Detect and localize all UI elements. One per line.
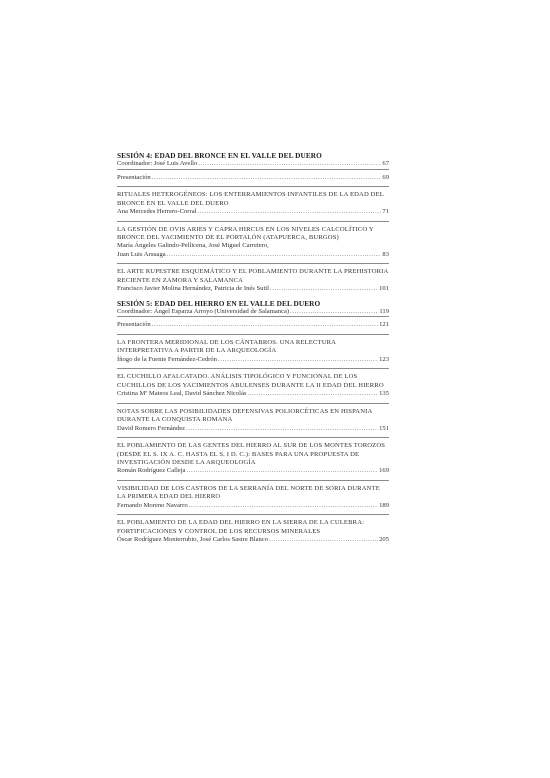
- leader-dots: [186, 425, 378, 434]
- leader-dots: [269, 536, 378, 545]
- toc-entry: [117, 226, 389, 260]
- entry-author-line-text: David Romero Fernández: [117, 424, 186, 432]
- entry-title: EL POBLAMIENTO DE LA EDAD DEL HIERRO EN LA SIERRA DE LA CULEBRA: FORTIFICACIONES Y CONTROL DE LOS RECURSOS MINERALES: [117, 519, 365, 535]
- presentation-line: [117, 174, 389, 183]
- toc-entry: [117, 408, 389, 433]
- toc-entry: [117, 339, 389, 364]
- presentation-line-text: Presentación: [117, 321, 151, 329]
- presentation-line-text: Presentación: [117, 173, 151, 181]
- leader-dots: [247, 390, 378, 399]
- entry-authors: María Ángeles Galindo-Pellicena, José Miguel Carretero,: [117, 242, 269, 250]
- page-number: 121: [379, 321, 389, 329]
- entry-title: NOTAS SOBRE LAS POSIBILIDADES DEFENSIVAS POLIORCÉTICAS EN HISPANIA DURANTE LA CONQUISTA ROMANA: [117, 407, 373, 424]
- divider-rule: [117, 169, 389, 170]
- page-number: 205: [379, 536, 389, 544]
- divider-rule: [117, 437, 389, 438]
- toc-entry: [117, 519, 389, 544]
- divider-rule: [117, 403, 389, 404]
- leader-dots: [152, 321, 378, 330]
- coordinator-line-text: Coordinador: José Luis Avello: [117, 160, 198, 167]
- leader-dots: [270, 285, 378, 294]
- coordinator-line: [117, 160, 389, 169]
- leader-dots: [197, 208, 381, 217]
- toc-entry: [117, 373, 389, 398]
- entry-author-line-text: Ana Mercedes Herrero-Corral: [117, 208, 197, 215]
- toc-entry: [117, 442, 389, 476]
- divider-rule: [117, 480, 389, 481]
- entry-title: EL POBLAMIENTO DE LAS GENTES DEL HIERRO AL SUR DE LOS MONTES TOROZOS (DESDE EL S. IX A. C. HASTA EL S. I D. C.): BASES PARA UNA PROPUESTA DE INVESTIGACIÓN DESDE LA ARQUEOLOGÍA: [117, 442, 386, 467]
- divider-rule: [117, 514, 389, 515]
- leader-dots: [218, 356, 378, 365]
- entry-title: VISIBILIDAD DE LOS CASTROS DE LA SERRANÍA DEL NORTE DE SORIA DURANTE LA PRIMERA EDAD DEL HIERRO: [117, 485, 380, 501]
- entry-author-line-text: Juan Luis Arsuaga: [117, 250, 166, 258]
- session-title: SESIÓN 4: EDAD DEL BRONCE EN EL VALLE DEL DUERO: [117, 151, 322, 160]
- page-number: 83: [382, 250, 389, 258]
- entry-author-line-text: Óscar Rodríguez Monterrubio, José Carlos Sastre Blanco: [117, 536, 269, 544]
- entry-title: EL ARTE RUPESTRE ESQUEMÁTICO Y EL POBLAMIENTO DURANTE LA PREHISTORIA RECIENTE EN ZAMORA Y SALAMANCA: [117, 268, 389, 284]
- leader-dots: [186, 467, 378, 476]
- page-number: 71: [382, 208, 389, 215]
- session-block: [117, 299, 389, 545]
- page-number: 169: [379, 467, 389, 475]
- entry-author-line: [117, 356, 389, 365]
- entry-author-line: [117, 208, 389, 217]
- entry-author-line: [117, 536, 389, 545]
- toc-entry: [117, 191, 389, 216]
- entry-author-line: [117, 467, 389, 476]
- entry-author-line: [117, 502, 389, 511]
- entry-author-line: [117, 285, 389, 294]
- page-number: 151: [379, 424, 389, 432]
- entry-title: RITUALES HETEROGÉNEOS: LOS ENTERRAMIENTOS INFANTILES DE LA EDAD DEL BRONCE EN EL VALLE DEL DUERO: [117, 191, 384, 207]
- entry-title: LA GESTIÓN DE OVIS ARIES Y CAPRA HIRCUS EN LOS NIVELES CALCOLÍTICO Y BRONCE DEL YACIMIENTO DE EL PORTALÓN (ATAPUERCA, BURGOS): [117, 225, 374, 241]
- divider-rule: [117, 316, 389, 317]
- page-number: 69: [382, 173, 389, 181]
- entry-author-line: [117, 251, 389, 260]
- page-number: 67: [382, 160, 389, 167]
- divider-rule: [117, 221, 389, 222]
- entry-author-line: [117, 390, 389, 399]
- toc-entry: [117, 485, 389, 510]
- page-number: 101: [379, 285, 389, 293]
- entry-author-line-text: Román Rodríguez Calleja: [117, 467, 186, 475]
- page-number: 123: [379, 355, 389, 363]
- session-title: SESIÓN 5: EDAD DEL HIERRO EN EL VALLE DEL DUERO: [117, 298, 321, 308]
- divider-rule: [117, 186, 389, 187]
- divider-rule: [117, 334, 389, 335]
- entry-author-line-text: Francisco Javier Molina Hernández, Patricia de Inés Sutil: [117, 285, 269, 293]
- entry-title: EL CUCHILLO AFALCATADO. ANÁLISIS TIPOLÓGICO Y FUNCIONAL DE LOS CUCHILLOS DE LOS YACIMIENTOS ABULENSES DURANTE LA II EDAD DEL HIERRO: [117, 373, 384, 389]
- divider-rule: [117, 368, 389, 369]
- entry-title: LA FRONTERA MERIDIONAL DE LOS CÁNTABROS. UNA RELECTURA INTERPRETATIVA A PARTIR DE LA ARQUEOLOGÍA: [117, 339, 336, 355]
- divider-rule: [117, 263, 389, 264]
- page-number: 135: [379, 390, 389, 398]
- page-number: 189: [379, 501, 389, 509]
- entry-author-line-text: Íñogo de la Fuente Fernández-Cedrón: [117, 355, 217, 363]
- entry-author-line: [117, 425, 389, 434]
- leader-dots: [198, 160, 381, 169]
- presentation-line: [117, 321, 389, 330]
- session-block: [117, 151, 389, 294]
- entry-author-line-text: Fernando Moreno Navarro: [117, 501, 188, 509]
- coordinator-line-text: Coordinador: Ángel Esparza Arroyo (Universidad de Salamanca): [117, 307, 290, 315]
- table-of-contents: [117, 151, 389, 550]
- toc-entry: [117, 268, 389, 293]
- leader-dots: [189, 502, 378, 511]
- entry-author-line-text: Cristina Mª Mateos Leal, David Sánchez Nicolás: [117, 390, 247, 398]
- page-number: 119: [379, 307, 389, 315]
- coordinator-line: [117, 308, 389, 317]
- leader-dots: [152, 174, 382, 183]
- leader-dots: [167, 251, 382, 260]
- leader-dots: [290, 308, 378, 317]
